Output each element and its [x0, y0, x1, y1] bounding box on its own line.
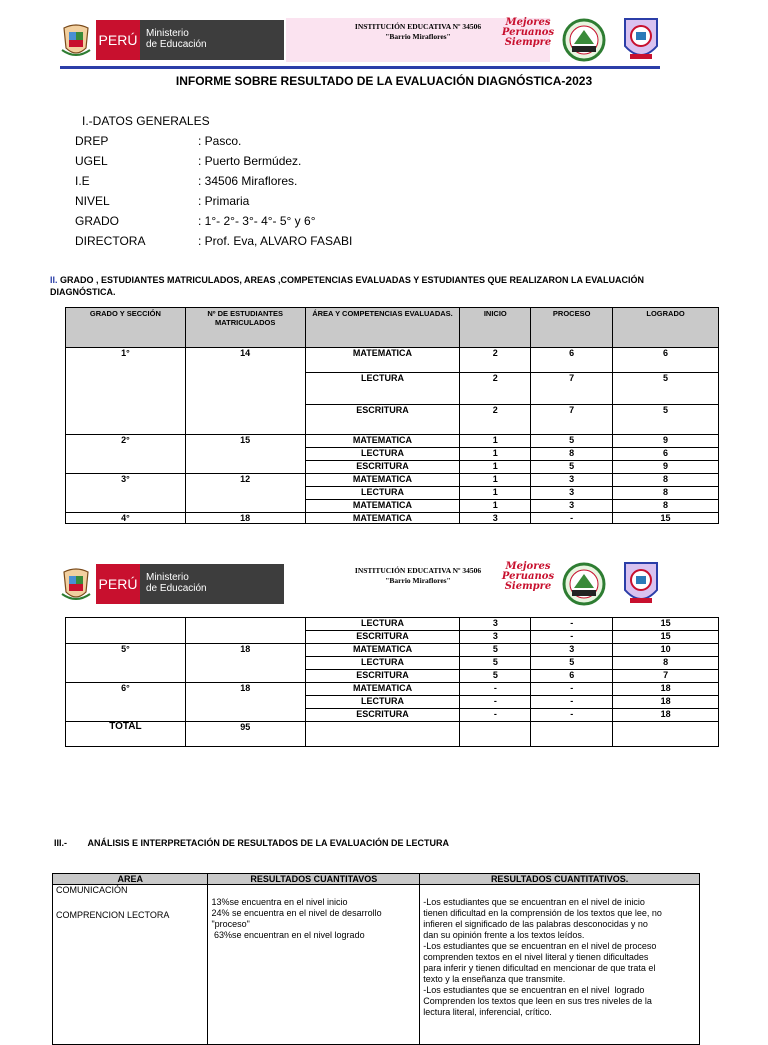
inicio-cell: 5	[460, 670, 531, 683]
col-header-logrado: LOGRADO	[613, 308, 719, 348]
analysis-cuant-cell	[208, 885, 420, 1045]
datos-value: : 34506 Miraflores.	[198, 174, 298, 188]
total-value: 95	[185, 722, 305, 747]
area-cell: ESCRITURA	[305, 405, 460, 435]
inicio-cell: -	[460, 696, 531, 709]
analysis-table	[52, 873, 700, 1045]
cuant-line: 24% se encuentra en el nivel de desarrollo	[211, 908, 382, 918]
section-3-heading	[54, 838, 449, 848]
grado-cell	[66, 618, 186, 644]
page-header-2	[60, 560, 660, 608]
table-row	[66, 618, 719, 631]
matriculados-cell: 18	[185, 683, 305, 722]
area-cell: ESCRITURA	[305, 631, 460, 644]
area-cell: MATEMATICA	[305, 513, 460, 524]
mejores-logo-line1: Mejores	[505, 561, 551, 572]
ministerio-brand	[140, 564, 284, 604]
area-cell: MATEMATICA	[305, 500, 460, 513]
results-table-page2	[65, 617, 719, 747]
ugel-seal-icon	[562, 18, 606, 62]
proceso-cell: 3	[531, 474, 613, 487]
inicio-cell: 5	[460, 657, 531, 670]
empty-cell	[460, 722, 531, 747]
inicio-cell: 1	[460, 448, 531, 461]
section-2-text2: DIAGNÓSTICA.	[50, 287, 116, 297]
cual-line: tienen dificultad en la comprensión de los textos que lee, no	[423, 908, 662, 918]
analysis-header-area: AREA	[53, 874, 208, 885]
inicio-cell: 1	[460, 474, 531, 487]
section-2-heading	[50, 274, 740, 298]
matriculados-cell: 12	[185, 474, 305, 513]
cual-line: comprenden textos en el nivel literal y tienen dificultades	[423, 952, 649, 962]
logrado-cell: 8	[613, 474, 719, 487]
datos-label: UGEL	[75, 154, 108, 168]
header-rule	[60, 66, 660, 69]
analysis-area-cell	[53, 885, 208, 1045]
logrado-cell: 10	[613, 644, 719, 657]
logrado-cell: 9	[613, 435, 719, 448]
mejores-logo-line2: Peruanos	[501, 27, 555, 38]
proceso-cell: 7	[531, 405, 613, 435]
matriculados-cell: 14	[185, 348, 305, 435]
ministerio-brand	[140, 20, 284, 60]
area-cell: ESCRITURA	[305, 670, 460, 683]
datos-generales-heading: I.-DATOS GENERALES	[82, 114, 210, 128]
section-3-roman: III.-	[54, 838, 67, 848]
proceso-cell: -	[531, 513, 613, 524]
analysis-area-1: COMUNICACIÓN	[56, 885, 128, 895]
ministerio-line2: de Educación	[146, 39, 207, 50]
table-row	[66, 513, 719, 524]
inicio-cell: 1	[460, 500, 531, 513]
inicio-cell: 1	[460, 461, 531, 474]
analysis-area-2: COMPRENCION LECTORA	[56, 910, 170, 920]
logrado-cell: 6	[613, 448, 719, 461]
mejores-logo-line1: Mejores	[505, 17, 551, 28]
peru-coat-of-arms-icon	[60, 566, 92, 602]
matriculados-cell	[185, 618, 305, 644]
analysis-cual-list	[423, 897, 696, 1018]
area-cell: MATEMATICA	[305, 348, 460, 373]
school-crest-icon	[622, 560, 660, 608]
grado-cell: 3°	[66, 474, 186, 513]
analysis-header-cual: RESULTADOS CUANTITATIVOS.	[420, 874, 700, 885]
proceso-cell: 8	[531, 448, 613, 461]
datos-label: I.E	[75, 174, 90, 188]
logrado-cell: 8	[613, 487, 719, 500]
logrado-cell: 18	[613, 696, 719, 709]
inicio-cell: 3	[460, 618, 531, 631]
col-header-inicio: INICIO	[460, 308, 531, 348]
inicio-cell: 5	[460, 644, 531, 657]
area-cell: MATEMATICA	[305, 435, 460, 448]
logrado-cell: 7	[613, 670, 719, 683]
section-3-text: ANÁLISIS E INTERPRETACIÓN DE RESULTADOS DE LA EVALUACIÓN DE LECTURA	[87, 838, 450, 848]
inicio-cell: 2	[460, 373, 531, 405]
datos-label: NIVEL	[75, 194, 110, 208]
logrado-cell: 8	[613, 500, 719, 513]
cual-line: dan su opinión frente a los textos leídos.	[423, 930, 585, 940]
cual-line: texto y la enseñanza que transmite.	[423, 974, 566, 984]
analysis-header-cuant: RESULTADOS CUANTITAVOS	[208, 874, 420, 885]
datos-label: GRADO	[75, 214, 120, 228]
proceso-cell: 3	[531, 644, 613, 657]
ministerio-line1: Ministerio	[146, 572, 189, 583]
col-header-matriculados: Nº DE ESTUDIANTES MATRICULADOS	[185, 308, 305, 348]
logrado-cell: 5	[613, 405, 719, 435]
proceso-cell: -	[531, 696, 613, 709]
results-table-page1	[65, 307, 719, 524]
page-header	[60, 16, 660, 64]
cual-line: -Los estudiantes que se encuentran en el nivel de proceso	[423, 941, 657, 951]
proceso-cell: -	[531, 631, 613, 644]
empty-cell	[531, 722, 613, 747]
mejores-logo-line3: Siempre	[504, 581, 552, 592]
col-header-proceso: PROCESO	[531, 308, 613, 348]
col-header-area: ÁREA Y COMPETENCIAS EVALUADAS.	[305, 308, 460, 348]
area-cell: LECTURA	[305, 696, 460, 709]
report-title: INFORME SOBRE RESULTADO DE LA EVALUACIÓN DIAGNÓSTICA-2023	[175, 74, 593, 88]
cual-line: -Los estudiantes que se encuentran en el nivel de inicio	[423, 897, 645, 907]
logrado-cell: 18	[613, 709, 719, 722]
proceso-cell: 7	[531, 373, 613, 405]
mejores-peruanos-logo	[500, 562, 556, 606]
matriculados-cell: 18	[185, 644, 305, 683]
inicio-cell: 3	[460, 513, 531, 524]
table-row	[66, 644, 719, 657]
cual-line: infieren el significado de las palabras desconocidas y no	[423, 919, 648, 929]
proceso-cell: 5	[531, 461, 613, 474]
mejores-logo-line3: Siempre	[504, 37, 552, 48]
ministerio-line2: de Educación	[146, 583, 207, 594]
proceso-cell: -	[531, 683, 613, 696]
logrado-cell: 8	[613, 657, 719, 670]
school-crest-icon	[622, 16, 660, 64]
proceso-cell: 3	[531, 500, 613, 513]
proceso-cell: 5	[531, 435, 613, 448]
grado-cell: 5°	[66, 644, 186, 683]
proceso-cell: -	[531, 709, 613, 722]
datos-value: : Prof. Eva, ALVARO FASABI	[198, 234, 353, 248]
cuant-line: 13%se encuentra en el nivel inicio	[211, 897, 348, 907]
section-2-roman: II.	[50, 275, 58, 285]
area-cell: LECTURA	[305, 657, 460, 670]
peru-brand: PERÚ	[96, 20, 140, 60]
datos-value: : Pasco.	[198, 134, 242, 148]
cual-line: Comprenden los textos que leen en sus tres niveles de la	[423, 996, 652, 1006]
inicio-cell: 3	[460, 631, 531, 644]
peru-brand: PERÚ	[96, 564, 140, 604]
mejores-logo-line2: Peruanos	[501, 571, 555, 582]
inicio-cell: 1	[460, 435, 531, 448]
analysis-cuant-list	[211, 897, 416, 941]
proceso-cell: -	[531, 618, 613, 631]
logrado-cell: 6	[613, 348, 719, 373]
area-cell: MATEMATICA	[305, 683, 460, 696]
datos-value: : 1°- 2°- 3°- 4°- 5° y 6°	[198, 214, 316, 228]
empty-cell	[305, 722, 460, 747]
grado-cell: 1°	[66, 348, 186, 435]
institution-name: INSTITUCIÓN EDUCATIVA Nº 34506	[354, 22, 482, 31]
inicio-cell: 1	[460, 487, 531, 500]
table-row	[66, 348, 719, 373]
table-row	[66, 435, 719, 448]
empty-cell	[613, 722, 719, 747]
datos-label: DREP	[75, 134, 109, 148]
total-row	[66, 722, 719, 747]
section-2-text: GRADO , ESTUDIANTES MATRICULADOS, AREAS ,COMPETENCIAS EVALUADAS Y ESTUDIANTES QUE REALIZARON LA EVALUACIÓN	[57, 275, 645, 285]
area-cell: MATEMATICA	[305, 474, 460, 487]
institution-barrio: "Barrio Miraflores"	[385, 32, 451, 41]
logrado-cell: 15	[613, 631, 719, 644]
cual-line: -Los estudiantes que se encuentran en el nivel logrado	[423, 985, 645, 995]
datos-value: : Primaria	[198, 194, 250, 208]
logrado-cell: 15	[613, 513, 719, 524]
peru-coat-of-arms-icon	[60, 22, 92, 58]
col-header-grado: GRADO Y SECCIÓN	[66, 308, 186, 348]
proceso-cell: 6	[531, 348, 613, 373]
total-label: TOTAL	[66, 722, 186, 747]
area-cell: ESCRITURA	[305, 461, 460, 474]
grado-cell: 6°	[66, 683, 186, 722]
proceso-cell: 5	[531, 657, 613, 670]
logrado-cell: 5	[613, 373, 719, 405]
ministerio-line1: Ministerio	[146, 28, 189, 39]
matriculados-cell: 18	[185, 513, 305, 524]
cual-line: para inferir y tienen dificultad en mencionar de que trata el	[423, 963, 656, 973]
proceso-cell: 6	[531, 670, 613, 683]
area-cell: LECTURA	[305, 373, 460, 405]
grado-cell: 2°	[66, 435, 186, 474]
ugel-seal-icon	[562, 562, 606, 606]
inicio-cell: 2	[460, 405, 531, 435]
inicio-cell: -	[460, 683, 531, 696]
logrado-cell: 15	[613, 618, 719, 631]
analysis-cual-cell	[420, 885, 700, 1045]
logrado-cell: 18	[613, 683, 719, 696]
mejores-peruanos-logo	[500, 18, 556, 62]
institution-barrio: "Barrio Miraflores"	[385, 576, 451, 585]
proceso-cell: 3	[531, 487, 613, 500]
table-row	[66, 474, 719, 487]
institution-name: INSTITUCIÓN EDUCATIVA Nº 34506	[354, 566, 482, 575]
area-cell: LECTURA	[305, 448, 460, 461]
datos-label: DIRECTORA	[75, 234, 146, 248]
inicio-cell: -	[460, 709, 531, 722]
cual-line: lectura literal, inferencial, crítico.	[423, 1007, 552, 1017]
area-cell: MATEMATICA	[305, 644, 460, 657]
logrado-cell: 9	[613, 461, 719, 474]
datos-value: : Puerto Bermúdez.	[198, 154, 302, 168]
matriculados-cell: 15	[185, 435, 305, 474]
inicio-cell: 2	[460, 348, 531, 373]
area-cell: LECTURA	[305, 618, 460, 631]
area-cell: LECTURA	[305, 487, 460, 500]
grado-cell: 4°	[66, 513, 186, 524]
area-cell: ESCRITURA	[305, 709, 460, 722]
cuant-line: "proceso"	[211, 919, 250, 929]
table-row	[66, 683, 719, 696]
cuant-line: 63%se encuentran en el nivel logrado	[211, 930, 365, 940]
